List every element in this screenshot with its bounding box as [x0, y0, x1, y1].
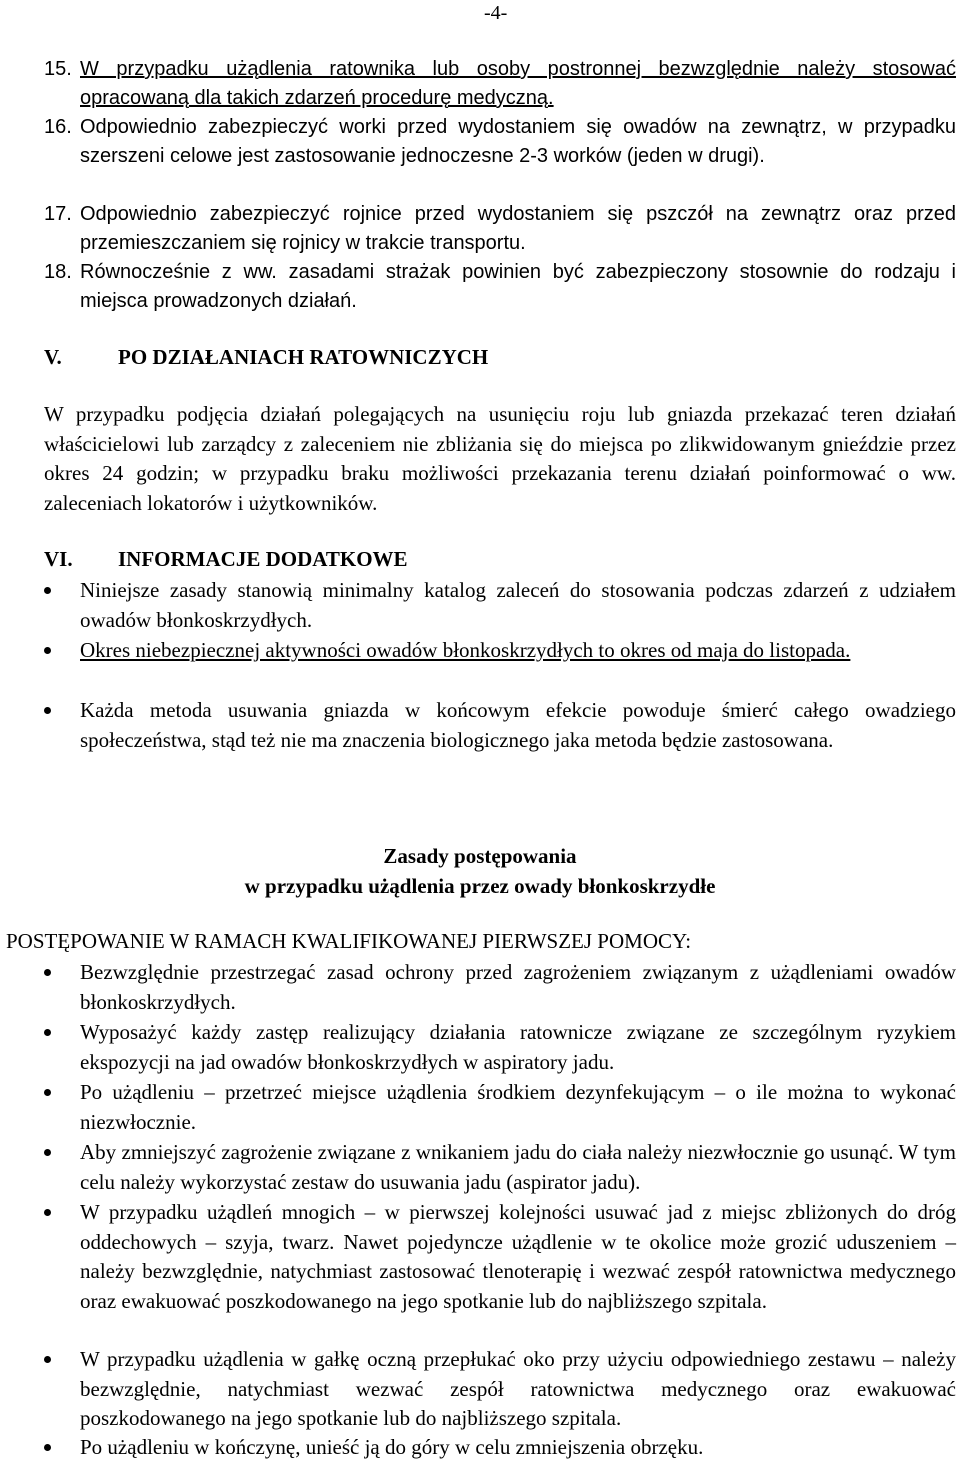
procedure-bullet — [44, 1198, 956, 1316]
procedure-bullet — [44, 1018, 956, 1077]
item-text: Odpowiednio zabezpieczyć worki przed wydostaniem się owadów na zewnątrz, w przypadku szerszeni celowe jest zastosowanie jednoczesne 2-3 worków (jeden w drugi). — [80, 116, 956, 167]
list-item-17 — [44, 200, 956, 258]
bullet-icon — [44, 1198, 80, 1316]
procedure-bullet — [44, 1345, 956, 1434]
info-bullet — [44, 636, 956, 666]
item-text: Równocześnie z ww. zasadami strażak powinien być zabezpieczony stosownie do rodzaju i miejsca prowadzonych działań. — [80, 261, 956, 312]
bullet-icon — [44, 576, 80, 635]
section-v-heading — [44, 345, 488, 370]
item-number: 17. — [44, 203, 72, 225]
procedure-title-line-1: Zasady postępowania — [383, 844, 577, 868]
section-vi-heading — [44, 547, 408, 572]
item-text: W przypadku użądlenia ratownika lub osoby postronnej bezwzględnie należy stosować opracowaną dla takich zdarzeń procedurę medyczną. — [80, 58, 956, 109]
bullet-icon — [44, 1433, 80, 1463]
procedure-bullet — [44, 1433, 956, 1463]
bullet-text: Po użądleniu w kończynę, unieść ją do góry w celu zmniejszenia obrzęku. — [80, 1435, 704, 1459]
bullet-text: W przypadku użądlenia w gałkę oczną przepłukać oko przy użyciu odpowiedniego zestawu – należy bezwzględnie, natychmiast wezwać zespół ratownictwa medycznego oraz ewakuować poszkodowanego na jego spotkanie lub do najbliższego szpitala. — [80, 1347, 956, 1430]
procedure-bullet — [44, 1138, 956, 1197]
info-bullet — [44, 576, 956, 635]
bullet-text: Aby zmniejszyć zagrożenie związane z wnikaniem jadu do ciała należy niezwłocznie go usunąć. W tym celu należy wykorzystać zestaw do usuwania jadu (aspirator jadu). — [80, 1140, 956, 1194]
list-item-18 — [44, 258, 956, 316]
section-numeral: VI. — [44, 547, 73, 571]
bullet-icon — [44, 958, 80, 1017]
list-item-15 — [44, 55, 956, 113]
bullet-icon — [44, 1018, 80, 1077]
bullet-text: W przypadku użądleń mnogich – w pierwszej kolejności usuwać jad z miejsc zbliżonych do dróg oddechowych – szyja, twarz. Nawet pojedyncze użądlenie w te okolice może grozić uduszeniem – należy bezwzględnie, natychmiast zastosować tlenoterapię i wezwać zespół ratownictwa medycznego oraz ewakuować poszkodowanego na jego spotkanie lub do najbliższego szpitala. — [80, 1200, 956, 1313]
section-title: INFORMACJE DODATKOWE — [118, 547, 408, 571]
item-number: 15. — [44, 58, 72, 80]
procedure-bullet — [44, 1078, 956, 1137]
bullet-text: Wyposażyć każdy zastęp realizujący działania ratownicze związane ze szczególnym ryzykiem ekspozycji na jad owadów błonkoskrzydłych w aspiratory jadu. — [80, 1020, 956, 1074]
bullet-icon — [44, 636, 80, 666]
list-item-16 — [44, 113, 956, 171]
procedure-subheading: POSTĘPOWANIE W RAMACH KWALIFIKOWANEJ PIERWSZEJ POMOCY: — [6, 929, 692, 953]
bullet-icon — [44, 1345, 80, 1434]
bullet-text: Każda metoda usuwania gniazda w końcowym efekcie powoduje śmierć całego owadziego społeczeństwa, stąd też nie ma znaczenia biologicznego jaka metoda będzie zastosowana. — [80, 698, 956, 752]
bullet-text: Okres niebezpiecznej aktywności owadów błonkoskrzydłych to okres od maja do listopada. — [80, 638, 851, 662]
bullet-text: Niniejsze zasady stanowią minimalny katalog zaleceń do stosowania podczas zdarzeń z udziałem owadów błonkoskrzydłych. — [80, 578, 956, 632]
section-title: PO DZIAŁANIACH RATOWNICZYCH — [118, 345, 489, 369]
procedure-bullet — [44, 958, 956, 1017]
bullet-icon — [44, 1138, 80, 1197]
bullet-text: Bezwzględnie przestrzegać zasad ochrony przed zagrożeniem związanym z użądleniami owadów błonkoskrzydłych. — [80, 960, 956, 1014]
item-text: Odpowiednio zabezpieczyć rojnice przed wydostaniem się pszczół na zewnątrz oraz przed przemieszczaniem się rojnicy w trakcie transportu. — [80, 203, 956, 254]
page-number: -4- — [484, 2, 508, 24]
bullet-icon — [44, 1078, 80, 1137]
procedure-title-line-2: w przypadku użądlenia przez owady błonkoskrzydłe — [244, 874, 716, 898]
bullet-icon — [44, 696, 80, 755]
bullet-text: Po użądleniu – przetrzeć miejsce użądlenia środkiem dezynfekującym – o ile można to wykonać niezwłocznie. — [80, 1080, 956, 1134]
section-numeral: V. — [44, 345, 62, 369]
item-number: 16. — [44, 116, 72, 138]
section-v-paragraph: W przypadku podjęcia działań polegających na usunięciu roju lub gniazda przekazać teren działań właścicielowi lub zarządcy z zaleceniem nie zbliżania się do miejsca po zlikwidowanym gnieździe przez okres 24 godzin; w przypadku braku możliwości przekazania terenu działań poinformować o ww. zaleceniach lokatorów i użytkowników. — [44, 402, 956, 515]
item-number: 18. — [44, 261, 72, 283]
info-bullet — [44, 696, 956, 755]
